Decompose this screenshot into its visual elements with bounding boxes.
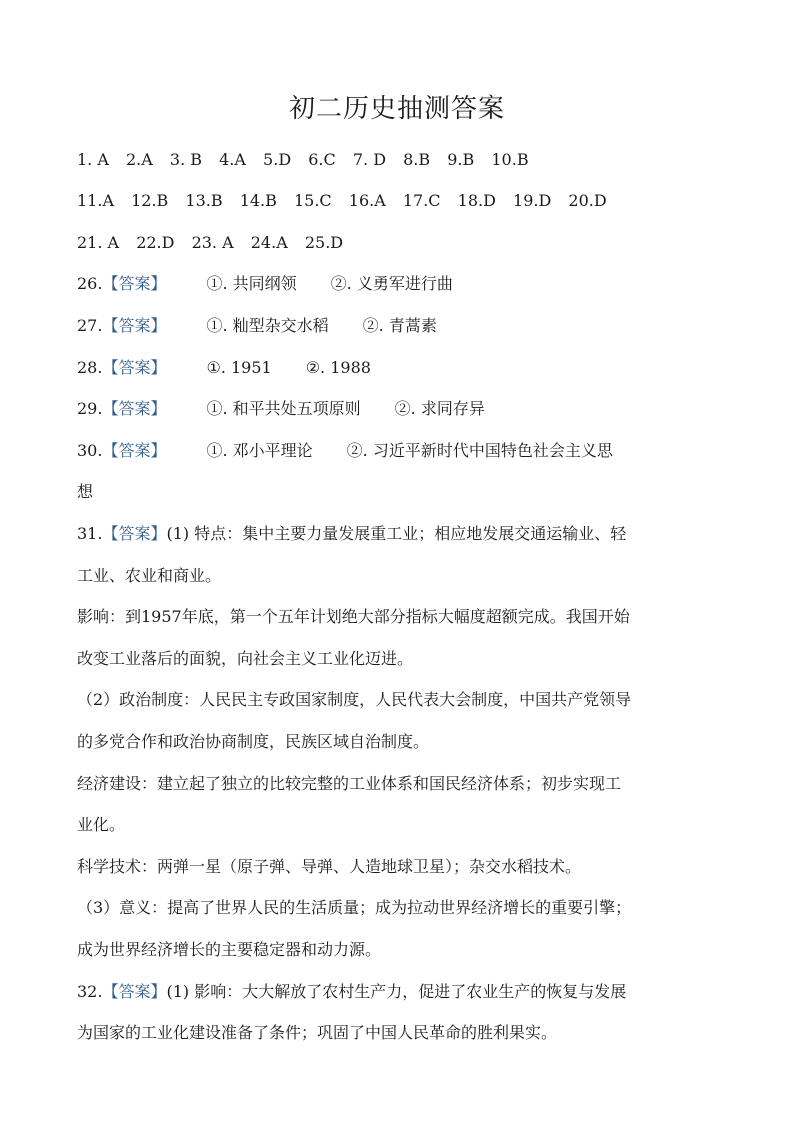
answer-28 bbox=[77, 358, 727, 378]
answer-label: 【答案】 bbox=[102, 982, 167, 1001]
answer-31-line-9: 科学技术：两弹一星（原子弹、导弹、人造地球卫星）；杂交水稻技术。 bbox=[77, 857, 582, 876]
mcq-answer: 24.A bbox=[250, 233, 288, 252]
blank-answer-2: ②. 义勇军进行曲 bbox=[330, 274, 453, 293]
question-number: 31. bbox=[77, 524, 103, 543]
answer-31-line-3: 影响：到1957年底，第一个五年计划绝大部分指标大幅度超额完成。我国开始 bbox=[77, 607, 630, 626]
answer-30 bbox=[77, 441, 727, 461]
question-number: 28. bbox=[77, 358, 103, 377]
answer-30-continuation: 想 bbox=[77, 482, 94, 501]
mcq-answer: 2.A bbox=[126, 150, 153, 169]
answer-31-line-2: 工业、农业和商业。 bbox=[77, 566, 222, 585]
answer-27 bbox=[77, 316, 727, 336]
mcq-answer: 16.A bbox=[348, 191, 386, 210]
blank-answer-2: ②. 1988 bbox=[305, 358, 371, 377]
question-number: 27. bbox=[77, 316, 103, 335]
blank-answer-2: ②. 习近平新时代中国特色社会主义思 bbox=[346, 441, 613, 460]
mcq-answer: 1. A bbox=[77, 150, 109, 169]
question-number: 29. bbox=[77, 399, 103, 418]
mcq-answer: 9.B bbox=[447, 150, 475, 169]
mcq-answer: 22.D bbox=[136, 233, 175, 252]
answer-label: 【答案】 bbox=[102, 274, 167, 293]
answer-31-line-10: （3）意义：提高了世界人民的生活质量；成为拉动世界经济增长的重要引擎； bbox=[77, 898, 632, 917]
mcq-answer: 20.D bbox=[568, 191, 607, 210]
mcq-answer: 11.A bbox=[77, 191, 114, 210]
blank-answer-1: ①. 和平共处五项原则 bbox=[206, 399, 361, 418]
answer-text: (1) 影响：大大解放了农村生产力，促进了农业生产的恢复与发展 bbox=[166, 982, 627, 1001]
answer-31-line-5: （2）政治制度：人民民主专政国家制度，人民代表大会制度，中国共产党领导 bbox=[77, 690, 632, 709]
mcq-answer: 8.B bbox=[403, 150, 431, 169]
answer-32-line-2: 为国家的工业化建设准备了条件；巩固了中国人民革命的胜利果实。 bbox=[77, 1023, 558, 1042]
answer-label: 【答案】 bbox=[102, 316, 167, 335]
answer-31-line-1 bbox=[77, 524, 727, 544]
mcq-answer: 4.A bbox=[219, 150, 246, 169]
page-title: 初二历史抽测答案 bbox=[288, 94, 505, 124]
blank-answer-2: ②. 青蒿素 bbox=[362, 316, 437, 335]
question-number: 30. bbox=[77, 441, 103, 460]
mcq-answer: 7. D bbox=[352, 150, 387, 169]
answer-31-line-7: 经济建设：建立起了独立的比较完整的工业体系和国民经济体系；初步实现工 bbox=[77, 774, 622, 793]
mcq-answer: 13.B bbox=[185, 191, 223, 210]
mcq-row-2 bbox=[77, 191, 727, 211]
mcq-answer: 10.B bbox=[491, 150, 529, 169]
mcq-answer: 14.B bbox=[239, 191, 277, 210]
mcq-answer: 23. A bbox=[191, 233, 234, 252]
question-number: 32. bbox=[77, 982, 103, 1001]
mcq-answer: 15.C bbox=[293, 191, 332, 210]
answer-32-line-1 bbox=[77, 982, 727, 1002]
answer-31-line-6: 的多党合作和政治协商制度，民族区域自治制度。 bbox=[77, 732, 430, 751]
mcq-answer: 18.D bbox=[457, 191, 496, 210]
mcq-answer: 3. B bbox=[169, 150, 203, 169]
answer-label: 【答案】 bbox=[102, 358, 167, 377]
answer-text: (1) 特点：集中主要力量发展重工业；相应地发展交通运输业、轻 bbox=[166, 524, 627, 543]
answer-label: 【答案】 bbox=[102, 441, 167, 460]
mcq-row-1 bbox=[77, 150, 727, 170]
mcq-answer: 5.D bbox=[263, 150, 292, 169]
answer-31-line-11: 成为世界经济增长的主要稳定器和动力源。 bbox=[77, 940, 382, 959]
answer-29 bbox=[77, 399, 727, 419]
mcq-answer: 12.B bbox=[131, 191, 169, 210]
mcq-row-3 bbox=[77, 233, 727, 253]
blank-answer-1: ①. 1951 bbox=[206, 358, 272, 377]
blank-answer-1: ①. 籼型杂交水稻 bbox=[206, 316, 329, 335]
blank-answer-1: ①. 共同纲领 bbox=[206, 274, 297, 293]
mcq-answer: 21. A bbox=[77, 233, 120, 252]
mcq-answer: 17.C bbox=[402, 191, 441, 210]
answer-31-line-4: 改变工业落后的面貌，向社会主义工业化迈进。 bbox=[77, 649, 414, 668]
answer-26 bbox=[77, 274, 727, 294]
answer-label: 【答案】 bbox=[102, 399, 167, 418]
mcq-answer: 19.D bbox=[513, 191, 552, 210]
answer-label: 【答案】 bbox=[102, 524, 167, 543]
answer-31-line-8: 业化。 bbox=[77, 815, 126, 834]
mcq-answer: 25.D bbox=[304, 233, 344, 252]
blank-answer-1: ①. 邓小平理论 bbox=[206, 441, 313, 460]
mcq-answer: 6.C bbox=[308, 150, 336, 169]
blank-answer-2: ②. 求同存异 bbox=[394, 399, 485, 418]
question-number: 26. bbox=[77, 274, 103, 293]
